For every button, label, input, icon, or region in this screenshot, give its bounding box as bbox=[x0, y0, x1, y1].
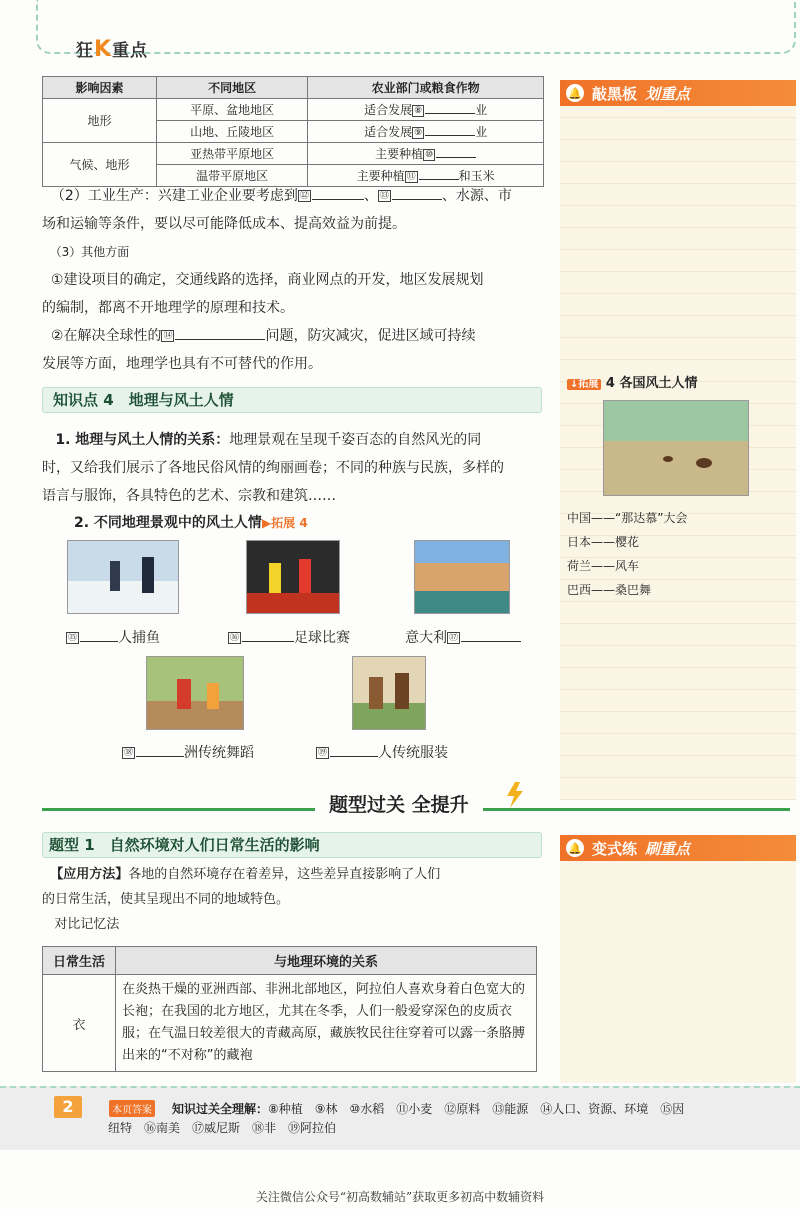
list-item: 巴西——桑巴舞 bbox=[567, 583, 652, 597]
table-header: 农业部门或粮食作物 bbox=[308, 77, 544, 99]
nadam-photo bbox=[603, 400, 749, 496]
kp4-section1: 1. 地理与风土人情的关系：地理景观在呈现千姿百态的自然风光的同 时，又给我们展示了各地民俗风情的绚丽画卷；不同的种族与民族，多样的 语言与服饰，各具特色的艺术、宗教和建筑…… bbox=[42, 432, 504, 504]
practice-header: 🔔 变式练 刷重点 bbox=[560, 835, 796, 861]
caption-15: ⑮ 人捕鱼 bbox=[68, 630, 161, 646]
table-header: 影响因素 bbox=[43, 77, 157, 99]
football-photo bbox=[246, 540, 340, 614]
venice-photo bbox=[414, 540, 510, 614]
list-item: 荷兰——风车 bbox=[567, 559, 640, 573]
agriculture-table bbox=[42, 76, 544, 187]
brand-logo: 狂K重点 bbox=[76, 37, 149, 62]
method-paragraph: 【应用方法】各地的自然环境存在着差异，这些差异直接影响了人们 的日常生活，使其呈现出不同的地域特色。 对比记忆法 bbox=[42, 867, 441, 932]
extension-tag: ↓拓展 bbox=[567, 379, 601, 390]
kp4-section2: 2. 不同地理景观中的风土人情▶拓展 4 bbox=[74, 515, 308, 531]
inuit-fishing-photo bbox=[67, 540, 179, 614]
table-row: 地形 平原、盆地地区 适合发展 ⑧ 业 bbox=[43, 99, 544, 121]
question-type-title: 题型 1 自然环境对人们日常生活的影响 bbox=[42, 832, 542, 858]
table-row: 气候、地形 亚热带平原地区 主要种植 ⑩ bbox=[43, 143, 544, 165]
list-item: 日本——樱花 bbox=[567, 535, 640, 549]
caption-17: 意大利 ⑰ bbox=[405, 627, 521, 647]
list-item: 中国——“那达慕”大会 bbox=[567, 511, 688, 525]
extension-link[interactable]: ▶拓展 4 bbox=[261, 516, 308, 530]
answer-text-line2: 纽特 ⑯南美 ⑰威尼斯 ⑱非 ⑲阿拉伯 bbox=[108, 1121, 337, 1135]
caption-19: ⑲ 人传统服装 bbox=[318, 745, 449, 761]
bell-icon: 🔔 bbox=[566, 839, 584, 857]
table-header: 日常生活 bbox=[43, 947, 116, 975]
caption-16: ⑯ 足球比赛 bbox=[230, 630, 351, 646]
industry-paragraph: （2）工业生产：兴建工业企业要考虑到 ⑫ 、 ⑬ 、水源、市 场和运输等条件，要以尽可能降低成本、提高效益为前提。 （3）其他方面 ①建设项目的确定，交通线路的选择，商业网点的开发，地区发展规划 的编制，都离不开地理学的原理和技术。 ②在解决全球性的 ⑭ 问题，防灾减灾，促进区域可持续 发展等方面，地理学也具有不可替代的作用。 bbox=[42, 188, 512, 372]
answer-badge: 本页答案 bbox=[109, 1100, 155, 1117]
extension-title: ↓拓展 4 各国风土人情 bbox=[567, 372, 698, 391]
table-header: 不同地区 bbox=[156, 77, 307, 99]
knowledge-point-title: 知识点 4 地理与风土人情 bbox=[42, 387, 542, 413]
arab-costume-photo bbox=[352, 656, 426, 730]
top-frame bbox=[36, 0, 796, 54]
bottom-note: 关注微信公众号“初高数辅站”获取更多初高中数辅资料 bbox=[255, 1190, 545, 1204]
page-number: 2 bbox=[54, 1096, 82, 1118]
table-row: 衣 在炎热干燥的亚洲西部、非洲北部地区，阿拉伯人喜欢身着白色宽大的长袍；在我国的北方地区，尤其在冬季，人们一般爱穿深色的皮质衣服；在气温日较差很大的青藏高原，藏族牧民往往穿着可以露一条胳膊出来的“不对称”的藏袍 bbox=[43, 975, 537, 1072]
section-divider-label: 题型过关 全提升 bbox=[315, 790, 483, 817]
bell-icon: 🔔 bbox=[566, 84, 584, 102]
table-row: 温带平原地区 主要种植 ⑪ 和玉米 bbox=[43, 165, 544, 187]
african-dance-photo bbox=[146, 656, 244, 730]
daily-life-table bbox=[42, 946, 537, 1072]
caption-18: ⑱ 洲传统舞蹈 bbox=[124, 745, 255, 761]
answer-text: 知识过关全理解：⑧种植 ⑨林 ⑩水稻 ⑪小麦 ⑫原料 ⑬能源 ⑭人口、资源、环境 ⑮因 bbox=[172, 1102, 685, 1116]
lightning-icon bbox=[505, 782, 525, 808]
table-header: 与地理环境的关系 bbox=[116, 947, 537, 975]
blackboard-header: 🔔 敲黑板 划重点 bbox=[560, 80, 796, 106]
practice-panel bbox=[560, 861, 796, 1083]
table-row: 山地、丘陵地区 适合发展 ⑨ 业 bbox=[43, 121, 544, 143]
customs-list bbox=[567, 506, 687, 602]
